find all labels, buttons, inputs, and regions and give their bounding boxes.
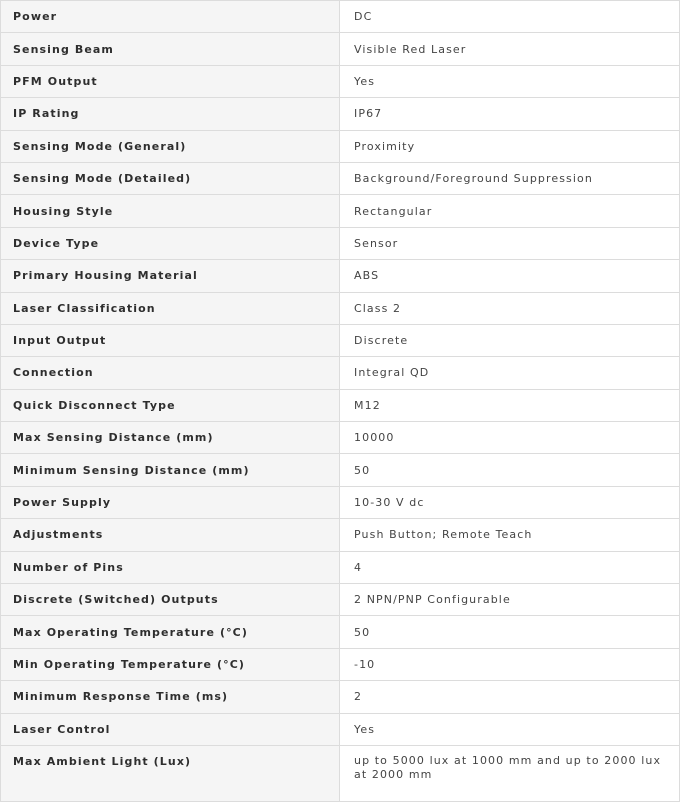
spec-value: 50 <box>340 616 680 648</box>
spec-value: Rectangular <box>340 195 680 227</box>
spec-label: Max Operating Temperature (°C) <box>1 616 340 648</box>
spec-row-primary-housing-material <box>1 260 680 292</box>
spec-value: Yes <box>340 713 680 745</box>
spec-label: Sensing Mode (General) <box>1 130 340 162</box>
spec-value: M12 <box>340 389 680 421</box>
spec-value: Proximity <box>340 130 680 162</box>
spec-value: 10-30 V dc <box>340 486 680 518</box>
spec-label: Housing Style <box>1 195 340 227</box>
spec-value: Push Button; Remote Teach <box>340 519 680 551</box>
spec-row-max-operating-temperature <box>1 616 680 648</box>
spec-row-pfm-output <box>1 65 680 97</box>
spec-row-input-output <box>1 324 680 356</box>
spec-label: Discrete (Switched) Outputs <box>1 584 340 616</box>
spec-row-quick-disconnect-type <box>1 389 680 421</box>
spec-value: up to 5000 lux at 1000 mm and up to 2000 lux at 2000 mm <box>340 745 680 801</box>
spec-value: Integral QD <box>340 357 680 389</box>
spec-value: 4 <box>340 551 680 583</box>
spec-value: Discrete <box>340 324 680 356</box>
spec-row-min-operating-temperature <box>1 648 680 680</box>
spec-row-laser-control <box>1 713 680 745</box>
spec-label: Laser Classification <box>1 292 340 324</box>
spec-row-device-type <box>1 227 680 259</box>
spec-row-sensing-mode-detailed <box>1 162 680 194</box>
spec-label: Quick Disconnect Type <box>1 389 340 421</box>
spec-row-minimum-response-time <box>1 681 680 713</box>
spec-row-sensing-mode-general <box>1 130 680 162</box>
spec-row-sensing-beam <box>1 33 680 65</box>
spec-row-adjustments <box>1 519 680 551</box>
spec-label: Adjustments <box>1 519 340 551</box>
spec-row-max-sensing-distance <box>1 422 680 454</box>
spec-row-power-supply <box>1 486 680 518</box>
spec-row-discrete-switched-outputs <box>1 584 680 616</box>
spec-label: Power <box>1 1 340 33</box>
spec-label: Minimum Response Time (ms) <box>1 681 340 713</box>
spec-label: Device Type <box>1 227 340 259</box>
spec-value: IP67 <box>340 98 680 130</box>
spec-label: Power Supply <box>1 486 340 518</box>
spec-label: Laser Control <box>1 713 340 745</box>
spec-value: 10000 <box>340 422 680 454</box>
spec-row-ip-rating <box>1 98 680 130</box>
spec-label: Max Sensing Distance (mm) <box>1 422 340 454</box>
spec-label: Sensing Beam <box>1 33 340 65</box>
spec-value: 2 NPN/PNP Configurable <box>340 584 680 616</box>
spec-value: -10 <box>340 648 680 680</box>
spec-row-minimum-sensing-distance <box>1 454 680 486</box>
spec-value: DC <box>340 1 680 33</box>
spec-label: IP Rating <box>1 98 340 130</box>
spec-label: Input Output <box>1 324 340 356</box>
spec-row-number-of-pins <box>1 551 680 583</box>
spec-value: Sensor <box>340 227 680 259</box>
spec-label: Minimum Sensing Distance (mm) <box>1 454 340 486</box>
spec-label: Connection <box>1 357 340 389</box>
spec-label: Sensing Mode (Detailed) <box>1 162 340 194</box>
spec-value: 2 <box>340 681 680 713</box>
spec-row-power <box>1 1 680 33</box>
spec-label: Primary Housing Material <box>1 260 340 292</box>
spec-label: Number of Pins <box>1 551 340 583</box>
spec-value: ABS <box>340 260 680 292</box>
spec-value: Class 2 <box>340 292 680 324</box>
spec-row-housing-style <box>1 195 680 227</box>
spec-value: Visible Red Laser <box>340 33 680 65</box>
spec-label: PFM Output <box>1 65 340 97</box>
specifications-table-body <box>1 1 680 802</box>
spec-value: 50 <box>340 454 680 486</box>
spec-value: Yes <box>340 65 680 97</box>
spec-row-connection <box>1 357 680 389</box>
spec-row-laser-classification <box>1 292 680 324</box>
spec-label: Min Operating Temperature (°C) <box>1 648 340 680</box>
spec-label: Max Ambient Light (Lux) <box>1 745 340 801</box>
spec-row-max-ambient-light <box>1 745 680 801</box>
spec-value: Background/Foreground Suppression <box>340 162 680 194</box>
